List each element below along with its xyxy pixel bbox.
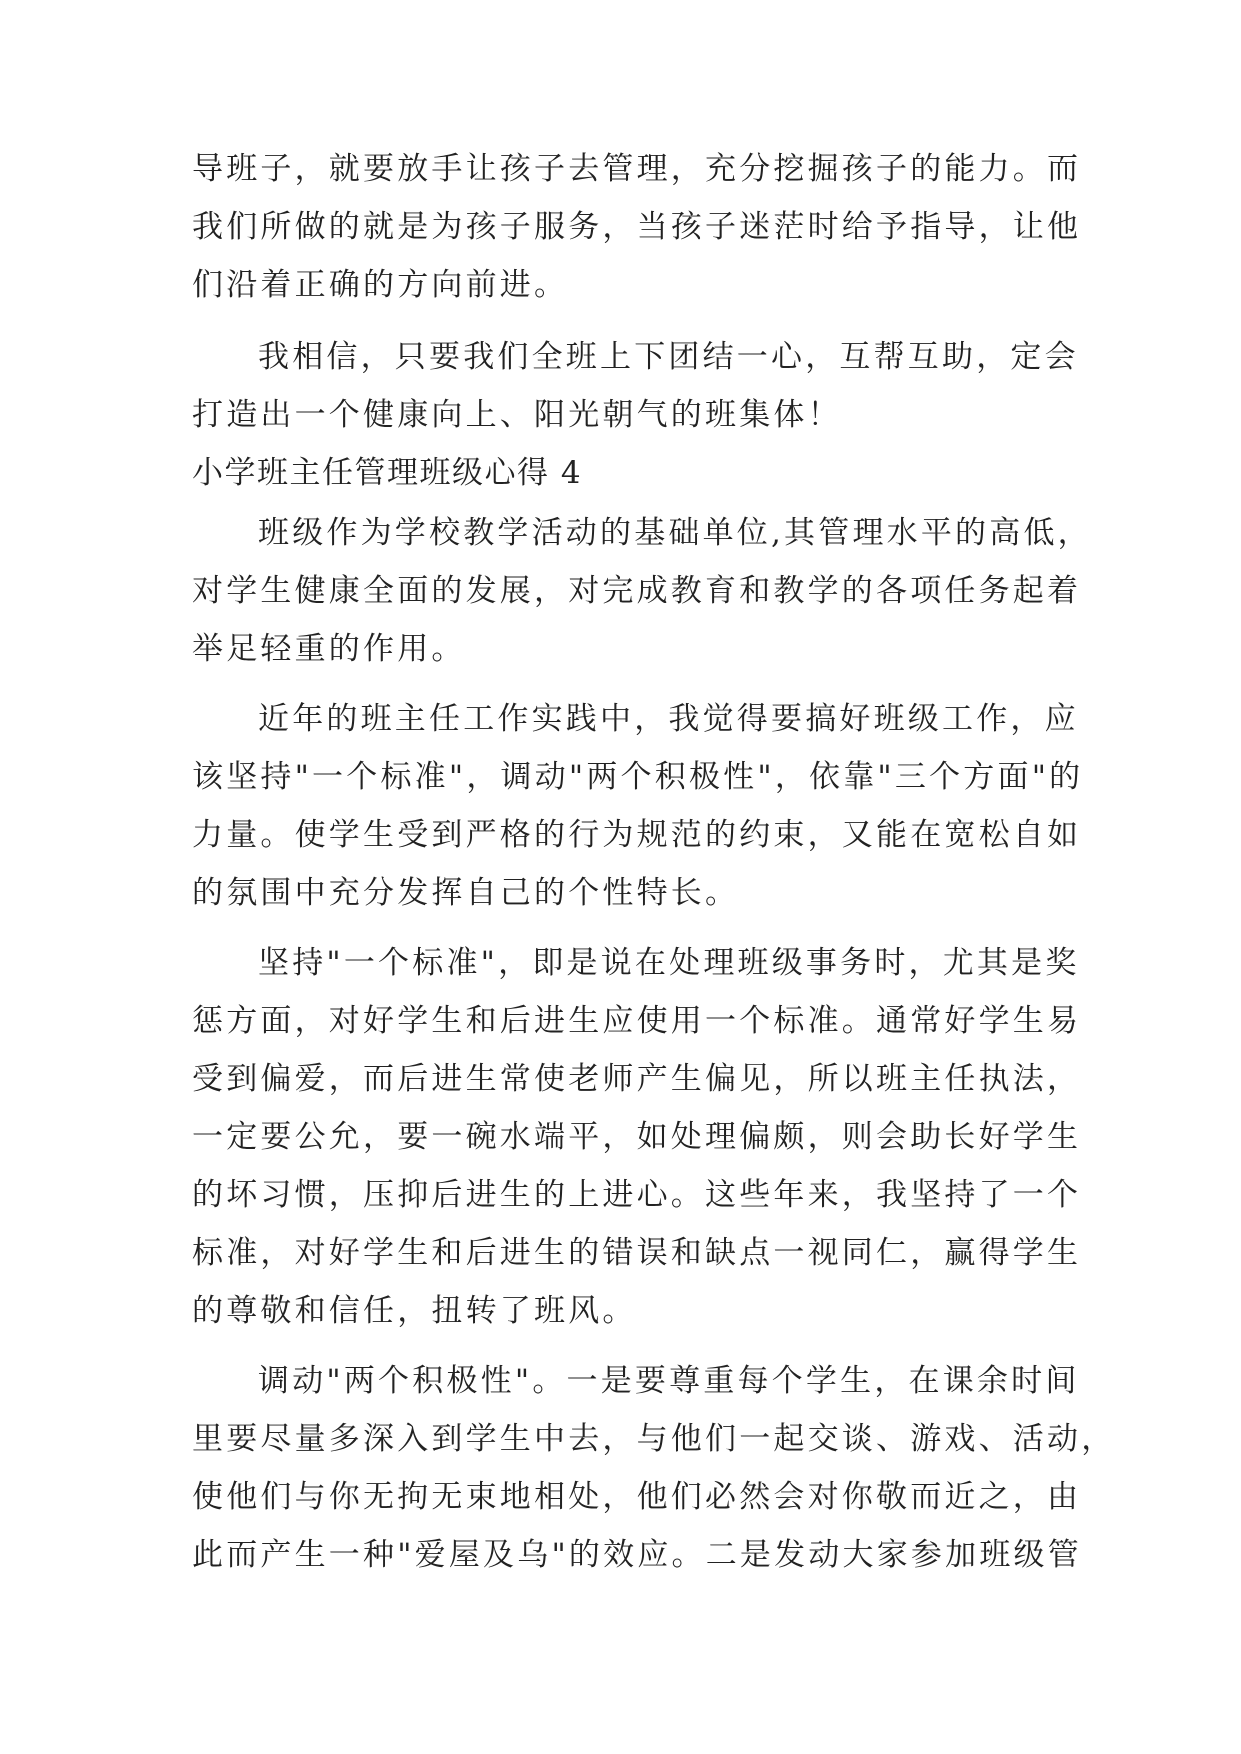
paragraph-line: 里要尽量多深入到学生中去，与他们一起交谈、游戏、活动， [192,1421,1116,1457]
paragraph-line: 该坚持"一个标准"，调动"两个积极性"，依靠"三个方面"的 [192,759,1084,795]
paragraph-line: 对学生健康全面的发展，对完成教育和教学的各项任务起着 [192,573,1082,609]
paragraph-line: 的尊敬和信任，扭转了班风。 [192,1293,637,1329]
paragraph-line: 使他们与你无拘无束地相处，他们必然会对你敬而近之，由 [192,1479,1082,1515]
paragraph-line: 导班子，就要放手让孩子去管理，充分挖掘孩子的能力。而 [192,151,1082,187]
paragraph-line: 调动"两个积极性"。一是要尊重每个学生，在课余时间 [258,1363,1080,1399]
paragraph-line: 力量。使学生受到严格的行为规范的约束，又能在宽松自如 [192,817,1082,853]
paragraph-line: 举足轻重的作用。 [192,631,466,667]
paragraph-line: 坚持"一个标准"，即是说在处理班级事务时，尤其是奖 [258,945,1080,981]
paragraph-line: 惩方面，对好学生和后进生应使用一个标准。通常好学生易 [192,1003,1082,1039]
paragraph-line: 近年的班主任工作实践中，我觉得要搞好班级工作，应 [258,701,1079,737]
paragraph-line: 此而产生一种"爱屋及乌"的效应。二是发动大家参加班级管 [192,1537,1082,1573]
paragraph-line: 打造出一个健康向上、阳光朝气的班集体！ [192,397,842,433]
paragraph-line: 受到偏爱，而后进生常使老师产生偏见，所以班主任执法， [192,1061,1082,1097]
section-heading: 小学班主任管理班级心得 4 [192,455,583,491]
paragraph-line: 们沿着正确的方向前进。 [192,267,569,303]
paragraph-line: 标准，对好学生和后进生的错误和缺点一视同仁，赢得学生 [192,1235,1082,1271]
paragraph-line: 的氛围中充分发挥自己的个性特长。 [192,875,740,911]
paragraph-line: 班级作为学校教学活动的基础单位,其管理水平的高低， [258,515,1092,551]
paragraph-line: 我们所做的就是为孩子服务，当孩子迷茫时给予指导，让他 [192,209,1082,245]
paragraph-line: 的坏习惯，压抑后进生的上进心。这些年来，我坚持了一个 [192,1177,1082,1213]
paragraph-line: 一定要公允，要一碗水端平，如处理偏颇，则会助长好学生 [192,1119,1082,1155]
paragraph-line: 我相信，只要我们全班上下团结一心，互帮互助，定会 [258,339,1079,375]
